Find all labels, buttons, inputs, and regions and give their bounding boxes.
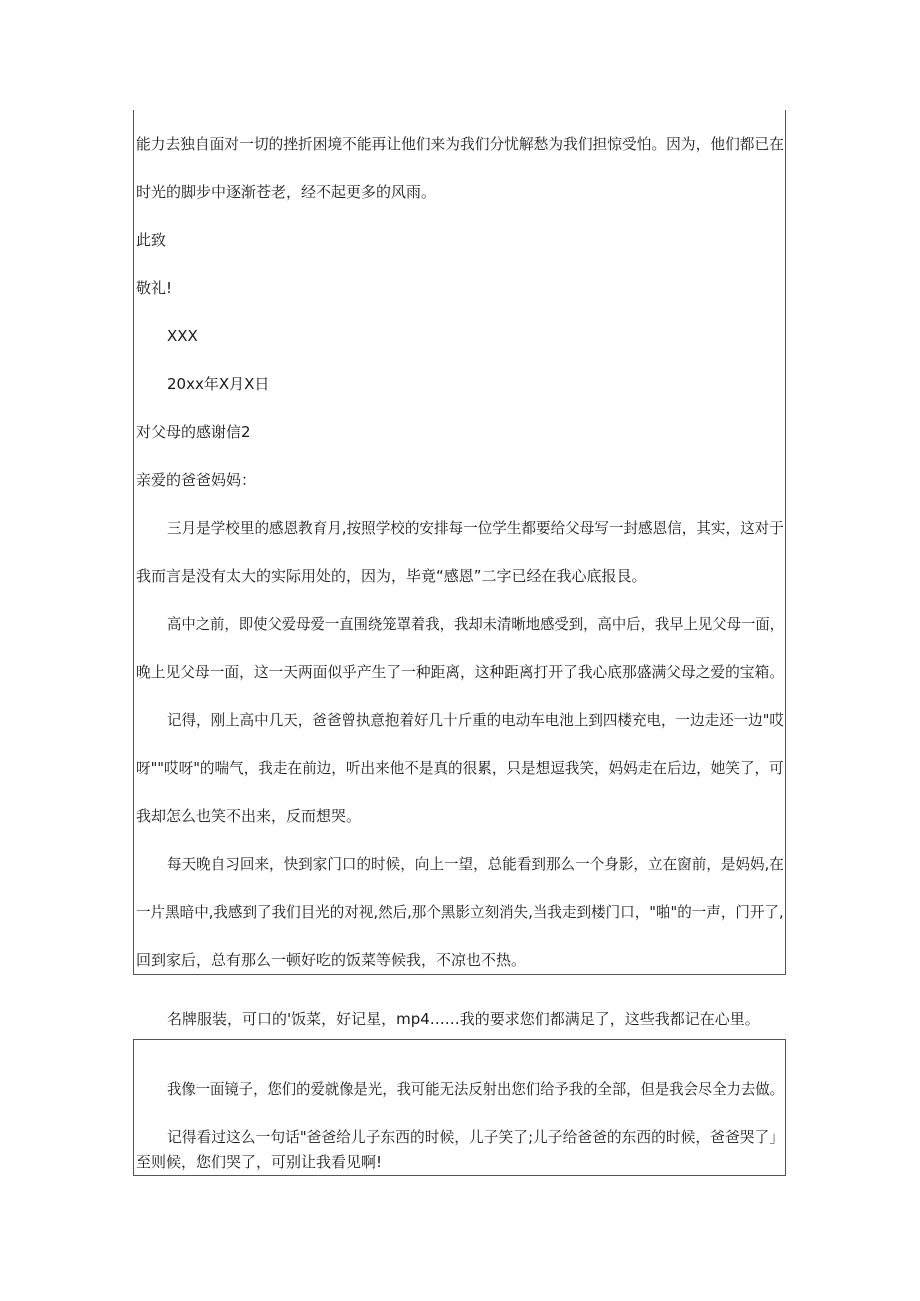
paragraph-line: 我而言是没有太大的实际用处的，因为，毕竟“感恩”二字已经在我心底报艮。 xyxy=(136,567,647,585)
signature-date: 20xx年X月X日 xyxy=(167,375,270,393)
paragraph-line: 回到家后，总有那么一顿好吃的饭菜等候我，不凉也不热。 xyxy=(136,951,527,969)
signature-name: XXX xyxy=(167,327,198,345)
letter-title: 对父母的感谢信2 xyxy=(136,423,251,441)
paragraph-line: 至则候，您们哭了，可别让我看见啊! xyxy=(136,1153,383,1171)
paragraph-line: 时光的脚步中逐渐苍老，经不起更多的风雨。 xyxy=(136,183,437,201)
paragraph-line: 晚上见父母一面，这一天两面似乎产生了一种距离，这种距离打开了我心底那盛满父母之爱的宝箱。 xyxy=(136,663,785,681)
paragraph-line: 我却怎么也笑不出来，反而想哭。 xyxy=(136,807,362,825)
paragraph-line: 一片黑暗中,我感到了我们目光的对视,然后,那个黑影立刻消失,当我走到楼门口，"啪"的一声，门开了, xyxy=(136,903,784,921)
paragraph-line: 我像一面镜子，您们的爱就像是光，我可能无法反射出您们给予我的全部，但是我会尽全力去做。 xyxy=(167,1080,785,1098)
paragraph-line: 每天晚自习回来，快到家门口的时候，向上一望，总能看到那么一个身影，立在窗前，是妈妈,在 xyxy=(167,855,784,873)
closing-salutation: 此致 xyxy=(136,231,167,249)
letter-greeting: 亲爱的爸爸妈妈： xyxy=(136,471,257,489)
paragraph-line: 记得看过这么一句话"爸爸给儿子东西的时候，儿子笑了;儿子给爸爸的东西的时候，爸爸哭了」 xyxy=(167,1128,784,1146)
paragraph-line: 能力去独自面对一切的挫折困境不能再让他们来为我们分忧解愁为我们担惊受怕。因为，他们都已在 xyxy=(136,135,785,153)
letter-page-frame-top xyxy=(133,110,786,975)
paragraph-line: 高中之前，即使父爱母爱一直围绕笼罩着我，我却未清晰地感受到，高中后，我早上见父母一面， xyxy=(167,615,785,633)
paragraph-line: 三月是学校里的感恩教育月,按照学校的安排每一位学生都要给父母写一封感恩信，其实，这对于 xyxy=(167,519,784,537)
closing-respect: 敬礼! xyxy=(136,279,173,297)
paragraph-line: 呀""哎呀"的喘气，我走在前边，听出来他不是真的很累，只是想逗我笑，妈妈走在后边，她笑了，可 xyxy=(136,759,784,777)
paragraph-line: 名牌服装，可口的'饭菜，好记星，mp4……我的要求您们都满足了，这些我都记在心里。 xyxy=(167,1010,760,1028)
paragraph-line: 记得，刚上高中几天，爸爸曾执意抱着好几十斤重的电动车电池上到四楼充电，一边走还一边"哎 xyxy=(167,711,784,729)
